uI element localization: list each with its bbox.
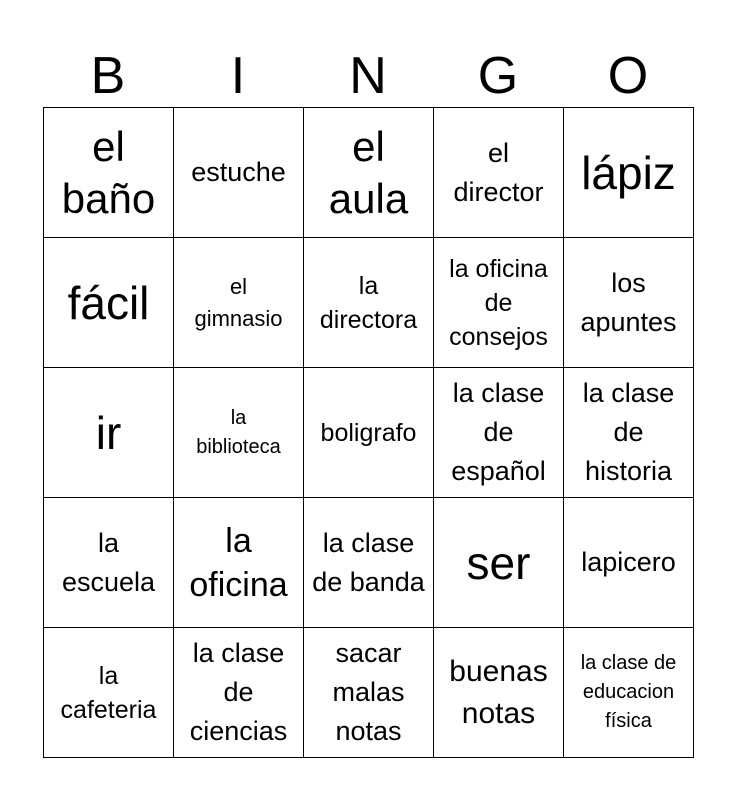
cell-label: el director xyxy=(453,137,544,207)
bingo-cell-r4-c1[interactable] xyxy=(44,498,174,628)
bingo-cell-r1-c3[interactable] xyxy=(304,108,434,238)
header-letter-n: N xyxy=(349,47,387,105)
bingo-cell-r2-c2[interactable] xyxy=(174,238,304,368)
cell-label: la clase de historia xyxy=(582,378,675,486)
bingo-header xyxy=(43,46,693,106)
header-letter-o: O xyxy=(607,47,649,105)
bingo-cell-r5-c4[interactable] xyxy=(434,628,564,758)
bingo-cell-r3-c3[interactable] xyxy=(304,368,434,498)
cell-label: lapicero xyxy=(581,547,676,577)
cell-label: sacar malas notas xyxy=(332,638,405,746)
header-letter-b: B xyxy=(90,47,126,105)
cell-label: los apuntes xyxy=(580,267,677,337)
bingo-cell-r2-c3[interactable] xyxy=(304,238,434,368)
cell-label: la escuela xyxy=(61,527,156,597)
cell-label: boligrafo xyxy=(320,418,417,447)
bingo-cell-r5-c5[interactable] xyxy=(564,628,694,758)
header-letter-g: G xyxy=(477,47,519,105)
cell-label: buenas notas xyxy=(449,654,548,730)
cell-label: la clase de ciencias xyxy=(189,638,288,746)
cell-label: la clase de banda xyxy=(312,527,425,597)
bingo-cell-r1-c1[interactable] xyxy=(44,108,174,238)
cell-label: lápiz xyxy=(581,146,676,199)
cell-label: ser xyxy=(466,536,531,589)
cell-label: la clase de español xyxy=(451,378,546,486)
bingo-cell-r5-c1[interactable] xyxy=(44,628,174,758)
bingo-cell-r2-c5[interactable] xyxy=(564,238,694,368)
cell-label: estuche xyxy=(191,157,286,187)
bingo-cell-r3-c5[interactable] xyxy=(564,368,694,498)
bingo-cell-r1-c4[interactable] xyxy=(434,108,564,238)
bingo-cell-r2-c4[interactable] xyxy=(434,238,564,368)
bingo-cell-r4-c3[interactable] xyxy=(304,498,434,628)
bingo-cell-r5-c2[interactable] xyxy=(174,628,304,758)
bingo-cell-r3-c1[interactable] xyxy=(44,368,174,498)
bingo-cell-r1-c5[interactable] xyxy=(564,108,694,238)
bingo-cell-r4-c5[interactable] xyxy=(564,498,694,628)
cell-label: la clase de educacion física xyxy=(580,652,677,732)
cell-label: el aula xyxy=(328,122,409,222)
cell-label: el baño xyxy=(61,122,156,222)
cell-label: ir xyxy=(95,406,122,459)
cell-label: la oficina xyxy=(189,521,288,604)
bingo-cell-r1-c2[interactable] xyxy=(174,108,304,238)
bingo-cell-r2-c1[interactable] xyxy=(44,238,174,368)
cell-label: la cafeteria xyxy=(60,661,157,724)
cell-label: la oficina de consejos xyxy=(449,254,548,351)
cell-label: el gimnasio xyxy=(194,273,283,331)
bingo-cell-r4-c2[interactable] xyxy=(174,498,304,628)
cell-label: la directora xyxy=(319,271,418,334)
header-letter-i: I xyxy=(230,47,246,105)
cell-label: la biblioteca xyxy=(196,406,281,458)
cell-label: fácil xyxy=(67,276,150,329)
bingo-cell-r5-c3[interactable] xyxy=(304,628,434,758)
bingo-card xyxy=(43,107,694,758)
bingo-cell-r4-c4[interactable] xyxy=(434,498,564,628)
bingo-cell-r3-c2[interactable] xyxy=(174,368,304,498)
bingo-cell-r3-c4[interactable] xyxy=(434,368,564,498)
